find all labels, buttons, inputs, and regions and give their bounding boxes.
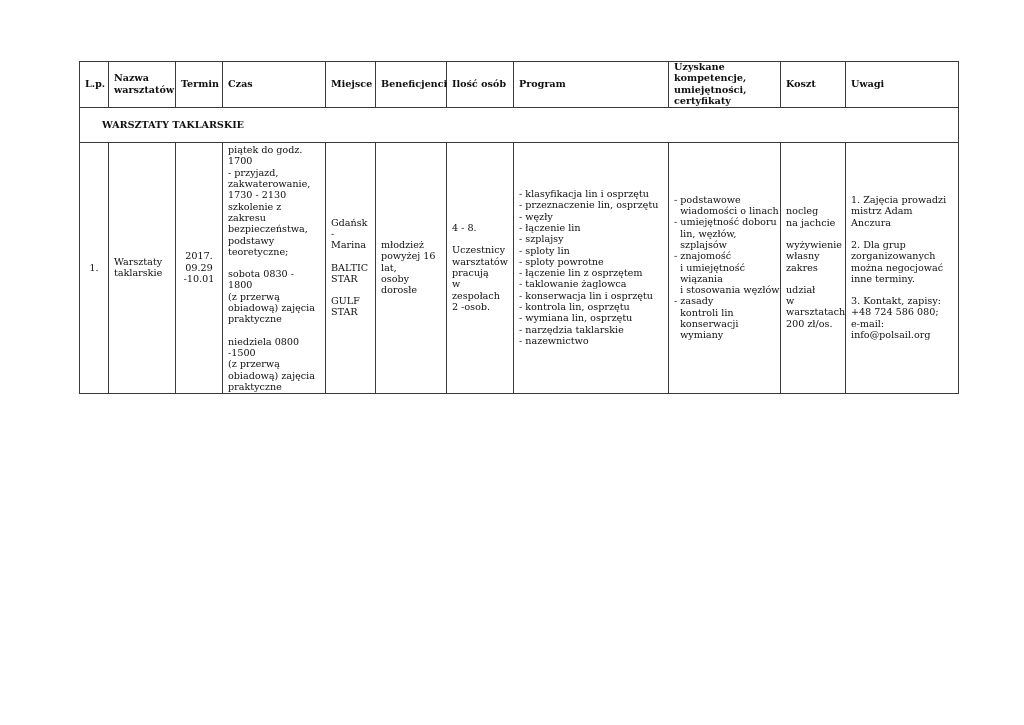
ilosc-note: Uczestnicy warsztatów pracują w zespołach 2 -osob. — [452, 245, 508, 313]
cell-nazwa: Warsztaty taklarskie — [109, 143, 176, 394]
program-item: - łączenie lin — [519, 222, 581, 234]
table-row — [80, 143, 959, 394]
cell-ilosc — [447, 143, 514, 394]
program-item: - narzędzia taklarskie — [519, 324, 624, 336]
header-koszt: Koszt — [781, 62, 846, 108]
cell-program — [514, 143, 669, 394]
czas-niedziela: niedziela 0800 -1500 (z przerwą obiadową) zajęcia praktyczne — [228, 336, 315, 393]
header-nazwa: Nazwa warsztatów — [109, 62, 176, 108]
program-item: - klasyfikacja lin i osprzętu — [519, 189, 649, 201]
cell-czas — [223, 143, 326, 394]
cell-uwagi — [846, 143, 959, 394]
header-lp: L.p. — [80, 62, 109, 108]
czas-piatek: piątek do godz. 1700 - przyjazd, zakwaterowanie, 1730 - 2130 szkolenie z zakresu bezpieczeństwa, podstawy teoretyczne; — [228, 145, 311, 258]
koszt-udzial: udział w warsztatach 200 zł/os. — [786, 284, 846, 330]
header-beneficjenci: Beneficjenci — [376, 62, 447, 108]
program-item: - łączenie lin z osprzętem — [519, 268, 643, 280]
cell-uzyskane: - podstawowe wiadomości o linach - umiejętność doboru lin, węzłów, szplajsów - znajomość i umiejętność wiązania i stosowania węzłów - zasady kontroli lin konserwacji wymiany — [669, 143, 781, 394]
cell-lp: 1. — [80, 143, 109, 394]
header-czas: Czas — [223, 62, 326, 108]
program-item: - szplajsy — [519, 234, 564, 246]
header-ilosc: Ilość osób — [447, 62, 514, 108]
header-uzyskane: Uzyskane kompetencje, umiejętności, certyfikaty — [669, 62, 781, 108]
section-row — [80, 108, 959, 143]
cell-koszt — [781, 143, 846, 394]
ilosc-count: 4 - 8. — [452, 223, 477, 235]
miejsce-marina: Gdańsk - Marina — [331, 217, 368, 252]
koszt-nocleg: nocleg na jachcie — [786, 206, 836, 229]
cell-miejsce — [326, 143, 376, 394]
header-termin: Termin — [176, 62, 223, 108]
czas-sobota: sobota 0830 - 1800 (z przerwą obiadową) zajęcia praktyczne — [228, 269, 315, 326]
uwagi-contact: 3. Kontakt, zapisy: +48 724 586 080; e-mail: info@polsail.org — [851, 296, 941, 341]
program-item: - węzły — [519, 211, 553, 223]
header-miejsce: Miejsce — [326, 62, 376, 108]
program-item: - kontrola lin, osprzętu — [519, 302, 630, 314]
uwagi-note-2: 2. Dla grup zorganizowanych można negocjować inne terminy. — [851, 239, 944, 285]
program-item: - sploty lin — [519, 245, 570, 257]
cell-beneficjenci: młodzież powyżej 16 lat, osoby dorosłe — [376, 143, 447, 394]
program-item: - sploty powrotne — [519, 256, 604, 268]
miejsce-baltic-star: BALTIC STAR — [331, 262, 369, 285]
program-item: - konserwacja lin i osprzętu — [519, 290, 653, 302]
workshop-table — [79, 61, 959, 394]
miejsce-gulf-star: GULF STAR — [331, 296, 360, 319]
program-item: - nazewnictwo — [519, 335, 589, 347]
section-title: WARSZTATY TAKLARSKIE — [80, 108, 959, 143]
table-header-row — [80, 62, 959, 108]
uwagi-note-1: 1. Zajęcia prowadzi mistrz Adam Anczura — [851, 195, 947, 229]
program-item: - wymiana lin, osprzętu — [519, 313, 633, 325]
header-uwagi: Uwagi — [846, 62, 959, 108]
koszt-wyzywienie: wyżywienie własny zakres — [786, 239, 842, 274]
cell-termin: 2017. 09.29 -10.01 — [176, 143, 223, 394]
program-item: - przeznaczenie lin, osprzętu — [519, 200, 659, 212]
program-item: - taklowanie żaglowca — [519, 279, 627, 291]
header-program: Program — [514, 62, 669, 108]
